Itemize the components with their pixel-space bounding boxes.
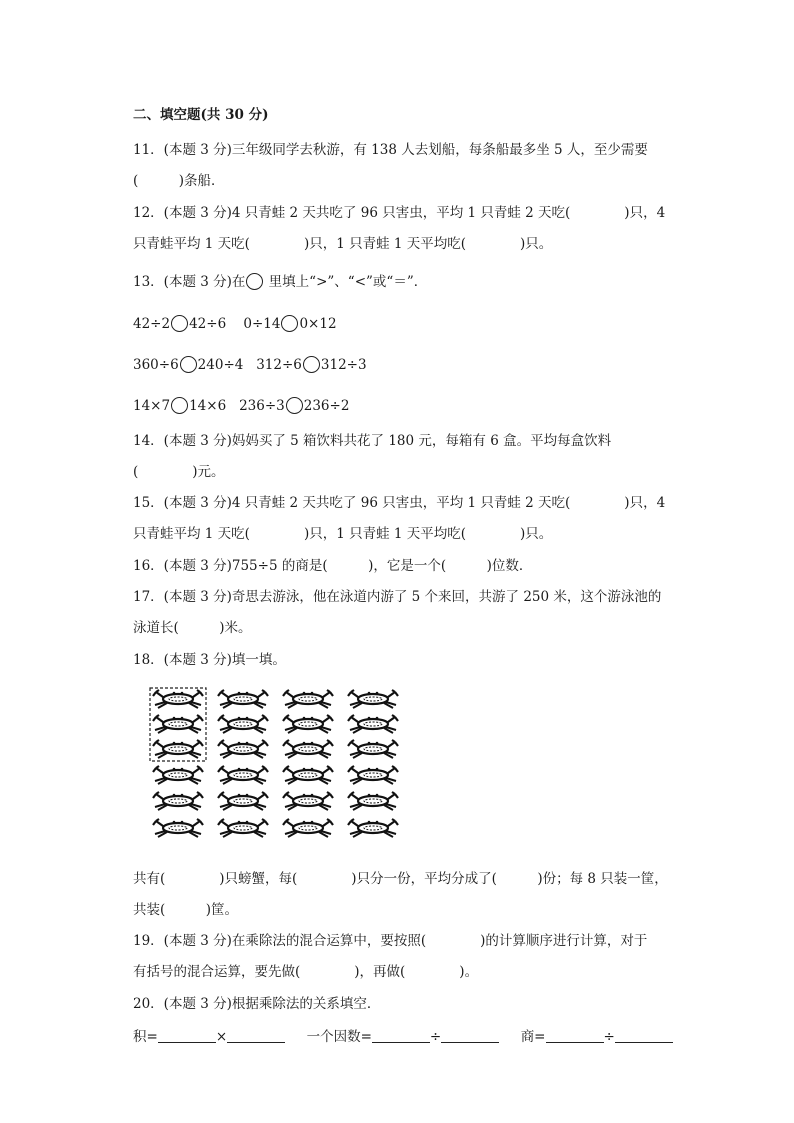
q11-line2: ( )条船．	[133, 173, 225, 189]
answer-blank[interactable]	[546, 1028, 604, 1043]
q18-line1: 18．(本题 3 分)填一填。	[133, 652, 286, 668]
q11-line1: 11．(本题 3 分)三年级同学去秋游，有 138 人去划船，每条船最多坐 5 人，至少需要	[133, 142, 648, 158]
crab-picture	[145, 686, 415, 846]
q18-line2: 共有( )只螃蟹，每( )只分一份，平均分成了( )份；每 8 只装一筐，	[133, 871, 668, 887]
q13-row1	[133, 315, 337, 333]
q14-line1: 14．(本题 3 分)妈妈买了 5 箱饮料共花了 180 元，每箱有 6 盒。平均每盒饮料	[133, 433, 612, 449]
operator: ÷	[603, 1029, 615, 1045]
expr: 0÷14	[243, 316, 281, 332]
q13-suffix: 里填上“>”、“<”或“＝”．	[264, 274, 428, 290]
crab-icon	[153, 766, 203, 784]
crab-icon	[348, 715, 398, 733]
q18-line3: 共装( )筐。	[133, 902, 239, 918]
crab-icon	[218, 792, 268, 810]
expr: 0×12	[299, 316, 337, 332]
operator: ×	[215, 1029, 228, 1045]
crab-icon	[348, 740, 398, 758]
q14-line2: ( )元。	[133, 464, 225, 480]
operator: ÷	[429, 1029, 442, 1045]
formula-label: 一个因数=	[306, 1029, 372, 1045]
q17-line1: 17．(本题 3 分)奇思去游泳，他在泳道内游了 5 个来回，共游了 250 米，这个游泳池的	[133, 589, 662, 605]
expr: 240÷4	[197, 357, 244, 373]
crab-icon	[153, 819, 203, 837]
q15-line2: 只青蛙平均 1 天吃( )只，1 只青蛙 1 天平均吃( )只。	[133, 526, 553, 542]
q20-line1: 20．(本题 3 分)根据乘除法的关系填空．	[133, 996, 381, 1012]
expr: 360÷6	[133, 357, 179, 373]
crab-icon	[153, 792, 203, 810]
compare-circle[interactable]	[303, 356, 320, 373]
compare-circle[interactable]	[171, 397, 188, 414]
expr: 236÷2	[303, 398, 350, 414]
formula-label: 积=	[133, 1029, 158, 1045]
crab-icon	[218, 766, 268, 784]
crab-icon	[283, 766, 333, 784]
q12-line1: 12．(本题 3 分)4 只青蛙 2 天共吃了 96 只害虫，平均 1 只青蛙 2 天吃( )只，4	[133, 205, 666, 221]
crab-icon	[153, 715, 203, 733]
expr: 236÷3	[239, 398, 285, 414]
crab-icon	[283, 690, 333, 708]
crab-icon	[283, 819, 333, 837]
expr: 14×6	[189, 398, 227, 414]
crab-icon	[218, 690, 268, 708]
crab-icon	[283, 740, 333, 758]
q12-line2: 只青蛙平均 1 天吃( )只，1 只青蛙 1 天平均吃( )只。	[133, 236, 553, 252]
crab-icon	[283, 715, 333, 733]
q13-line1	[133, 273, 427, 291]
q20-line2	[133, 1028, 673, 1046]
compare-circle[interactable]	[180, 356, 197, 373]
crab-icon	[218, 819, 268, 837]
crab-icon	[348, 766, 398, 784]
expr: 14×7	[133, 398, 171, 414]
q13-row3	[133, 397, 349, 415]
crab-icon	[348, 690, 398, 708]
answer-blank[interactable]	[441, 1028, 499, 1043]
q13-prefix: 13．(本题 3 分)在	[133, 274, 246, 290]
q15-line1: 15．(本题 3 分)4 只青蛙 2 天共吃了 96 只害虫，平均 1 只青蛙 2 天吃( )只，4	[133, 495, 666, 511]
crab-icon	[348, 819, 398, 837]
compare-circle[interactable]	[286, 397, 303, 414]
expr: 42÷6	[189, 316, 227, 332]
q19-line1: 19．(本题 3 分)在乘除法的混合运算中，要按照( )的计算顺序进行计算，对于	[133, 933, 648, 949]
q13-row2	[133, 356, 367, 374]
crab-icon	[153, 690, 203, 708]
answer-blank[interactable]	[158, 1028, 216, 1043]
expr: 312÷3	[320, 357, 367, 373]
crab-icon	[218, 740, 268, 758]
crab-icon	[283, 792, 333, 810]
expr: 42÷2	[133, 316, 171, 332]
crab-icon	[153, 740, 203, 758]
compare-circle[interactable]	[281, 315, 298, 332]
q17-line2: 泳道长( )米。	[133, 620, 252, 636]
compare-circle[interactable]	[171, 315, 188, 332]
q16-line1: 16．(本题 3 分)755÷5 的商是( )，它是一个( )位数．	[133, 558, 533, 574]
compare-circle-icon	[246, 273, 263, 290]
expr: 312÷6	[256, 357, 302, 373]
answer-blank[interactable]	[227, 1028, 285, 1043]
formula-label: 商=	[520, 1029, 546, 1045]
section-title: 二、填空题(共 30 分)	[133, 107, 269, 123]
crab-icon	[218, 715, 268, 733]
q19-line2: 有括号的混合运算，要先做( )，再做( )。	[133, 964, 479, 980]
answer-blank[interactable]	[372, 1028, 430, 1043]
crab-icon	[348, 792, 398, 810]
answer-blank[interactable]	[615, 1028, 673, 1043]
